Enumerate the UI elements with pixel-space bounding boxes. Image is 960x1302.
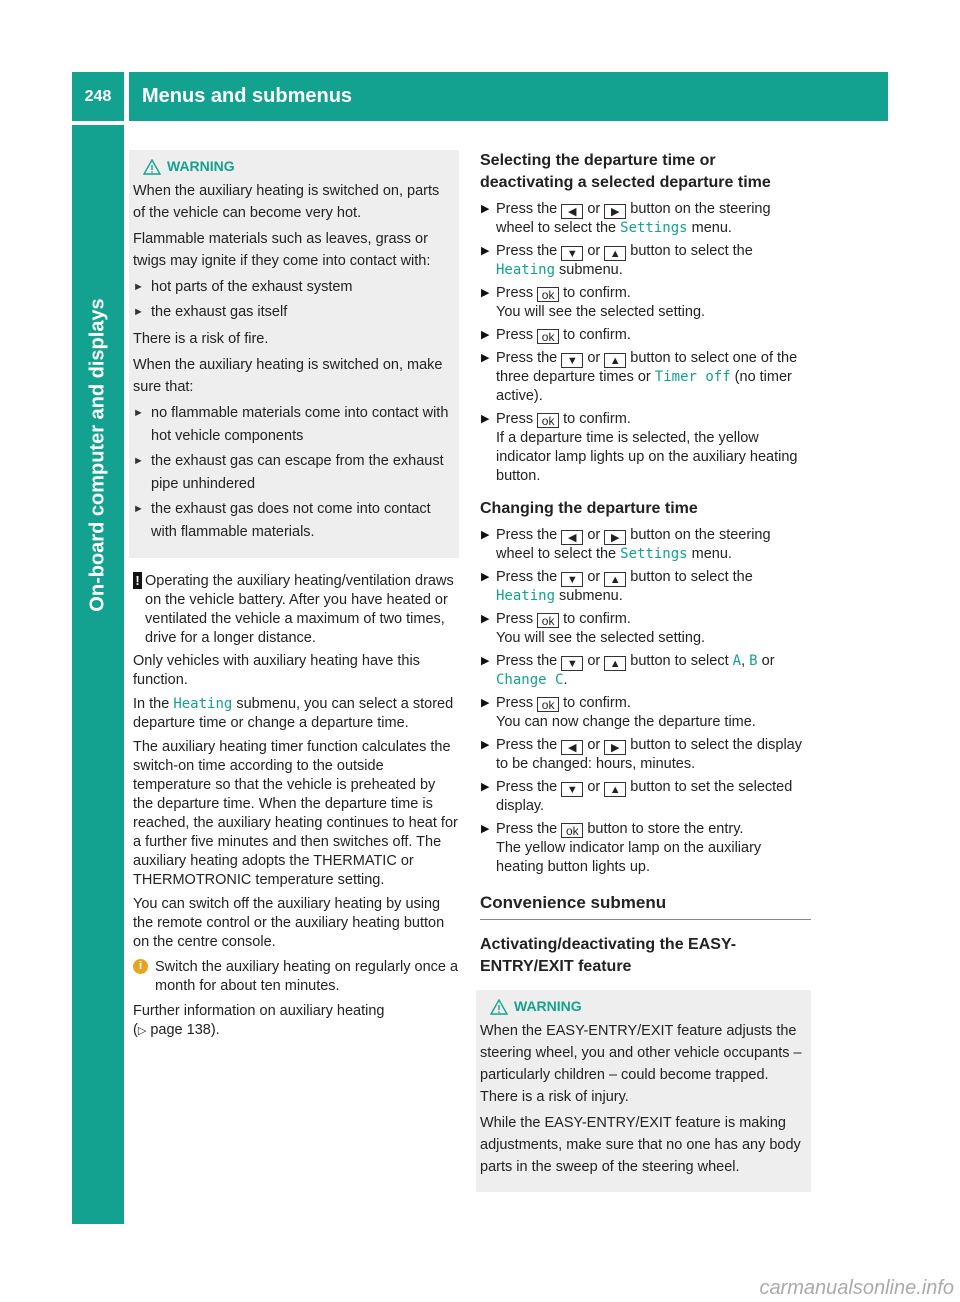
warning-text: Flammable materials such as leaves, grass or twigs may ignite if they come into contact with: [133, 231, 431, 269]
up-key-icon: ▲ [604, 353, 626, 368]
info-note [133, 958, 459, 996]
section-heading: Activating/deactivating the EASY-ENTRY/EXIT feature [480, 936, 737, 975]
left-key-icon: ◀ [561, 740, 583, 755]
warning-label: WARNING [514, 998, 582, 1014]
step: ▶ Press the ◀ or ▶ button to select the display to be changed: hours, minutes. [481, 737, 802, 772]
section-heading: Selecting the departure time or deactivating a selected departure time [480, 152, 771, 191]
up-key-icon: ▲ [604, 572, 626, 587]
warning-text: While the EASY-ENTRY/EXIT feature is making adjustments, make sure that no one has any body parts in the sweep of the steering wheel. [480, 1115, 801, 1175]
warning-box [476, 990, 811, 1192]
info-text: Switch the auxiliary heating on regularly once a month for about ten minutes. [155, 959, 459, 994]
header-divider [124, 72, 129, 121]
step-arrow-icon: ▶ [481, 529, 490, 541]
bullet-icon: ► [133, 503, 144, 515]
step-arrow-icon: ▶ [481, 203, 490, 215]
step: ▶ Press the ▼ or ▲ button to select one of the three departure times or Timer off (no timer active). [481, 350, 798, 404]
ok-key-icon: ok [537, 697, 559, 712]
step: ▶ Press the ▼ or ▲ button to select the Heating submenu. [481, 569, 753, 604]
paragraph: Further information on auxiliary heating (▷ page 138). [133, 1003, 385, 1038]
up-key-icon: ▲ [604, 782, 626, 797]
info-icon: i [133, 959, 148, 974]
section-heading: Changing the departure time [480, 500, 698, 517]
down-key-icon: ▼ [561, 353, 583, 368]
step-arrow-icon: ▶ [481, 655, 490, 667]
step: ▶ Press ok to confirm. If a departure time is selected, the yellow indicator lamp lights up on the auxiliary heating button. [481, 411, 798, 484]
warning-box [129, 150, 459, 558]
chapter-side-tab [72, 125, 124, 1224]
warning-heading [480, 997, 803, 1016]
step-arrow-icon: ▶ [481, 697, 490, 709]
ok-key-icon: ok [537, 287, 559, 302]
page-title: Menus and submenus [142, 85, 353, 107]
step-arrow-icon: ▶ [481, 413, 490, 425]
warning-text: There is a risk of fire. [133, 331, 269, 347]
bullet-icon: ► [133, 407, 144, 419]
down-key-icon: ▼ [561, 246, 583, 261]
paragraph: The auxiliary heating timer function calculates the switch-on time according to the outside temperature so that the vehicle is preheated by the departure time. When the departure time is reached, the auxiliary heating continues to heat for a further five minutes and then switches off. The auxiliary heating adopts the THERMATIC or THERMOTRONIC temperature setting. [133, 739, 458, 888]
chapter-title: On-board computer and displays [86, 298, 109, 612]
step-arrow-icon: ▶ [481, 571, 490, 583]
list-item: ► hot parts of the exhaust system [133, 276, 451, 299]
down-key-icon: ▼ [561, 572, 583, 587]
step-arrow-icon: ▶ [481, 739, 490, 751]
step-arrow-icon: ▶ [481, 781, 490, 793]
step: ▶ Press the ▼ or ▲ button to set the selected display. [481, 779, 793, 814]
warning-label: WARNING [167, 158, 235, 174]
step-arrow-icon: ▶ [481, 245, 490, 257]
left-key-icon: ◀ [561, 530, 583, 545]
step-arrow-icon: ▶ [481, 613, 490, 625]
step: ▶ Press the ok button to store the entry. The yellow indicator lamp on the auxiliary heating button lights up. [481, 821, 762, 875]
watermark: carmanualsonline.info [759, 1277, 954, 1299]
warning-list [133, 276, 451, 324]
list-item: ► the exhaust gas does not come into contact with flammable materials. [133, 498, 451, 544]
left-column [133, 150, 459, 1046]
step: ▶ Press ok to confirm. You will see the selected setting. [481, 285, 706, 320]
page-link[interactable]: page 138). [150, 1022, 220, 1038]
bullet-icon: ► [133, 455, 144, 467]
ok-key-icon: ok [537, 613, 559, 628]
right-key-icon: ▶ [604, 530, 626, 545]
warning-triangle-icon [143, 159, 161, 175]
warning-list [133, 402, 451, 544]
note-text: Operating the auxiliary heating/ventilation draws on the vehicle battery. After you have heated or ventilated the vehicle a maximum of two times, drive for a longer distance. [145, 573, 454, 646]
up-key-icon: ▲ [604, 246, 626, 261]
step-arrow-icon: ▶ [481, 352, 490, 364]
page-header [72, 72, 888, 121]
paragraph: You can switch off the auxiliary heating by using the remote control or the auxiliary heating button on the centre console. [133, 896, 445, 950]
list-item: ► the exhaust gas itself [133, 301, 451, 324]
caution-note [133, 572, 459, 648]
warning-triangle-icon [490, 999, 508, 1015]
ok-key-icon: ok [537, 329, 559, 344]
list-item: ► no flammable materials come into contact with hot vehicle components [133, 402, 451, 448]
paragraph: In the Heating submenu, you can select a stored departure time or change a departure time. [133, 696, 454, 731]
warning-text: When the auxiliary heating is switched on, parts of the vehicle can become very hot. [133, 183, 440, 221]
step: ▶ Press the ◀ or ▶ button on the steering wheel to select the Settings menu. [481, 527, 771, 562]
bullet-icon: ► [133, 306, 144, 318]
step-arrow-icon: ▶ [481, 329, 490, 341]
left-key-icon: ◀ [561, 204, 583, 219]
right-key-icon: ▶ [604, 204, 626, 219]
warning-text: When the EASY-ENTRY/EXIT feature adjusts the steering wheel, you and other vehicle occupants – particularly children – could become trapped. There is a risk of injury. [480, 1023, 802, 1105]
bullet-icon: ► [133, 281, 144, 293]
list-item: ► the exhaust gas can escape from the exhaust pipe unhindered [133, 450, 451, 496]
warning-text: When the auxiliary heating is switched on, make sure that: [133, 357, 443, 395]
page-ref-icon: ▷ [137, 1025, 147, 1037]
page-number: 248 [84, 88, 112, 105]
right-key-icon: ▶ [604, 740, 626, 755]
step-arrow-icon: ▶ [481, 823, 490, 835]
down-key-icon: ▼ [561, 656, 583, 671]
down-key-icon: ▼ [561, 782, 583, 797]
exclamation-icon: ! [133, 572, 142, 589]
warning-heading [133, 157, 451, 176]
up-key-icon: ▲ [604, 656, 626, 671]
right-column [480, 150, 811, 1192]
ok-key-icon: ok [561, 823, 583, 838]
step: ▶ Press ok to confirm. [481, 327, 631, 344]
step-arrow-icon: ▶ [481, 287, 490, 299]
ok-key-icon: ok [537, 413, 559, 428]
step: ▶ Press the ▼ or ▲ button to select A, B or Change C. [481, 653, 775, 688]
section-title: Convenience submenu [480, 893, 811, 920]
step: ▶ Press ok to confirm. You will see the selected setting. [481, 611, 706, 646]
paragraph: Only vehicles with auxiliary heating have this function. [133, 653, 420, 688]
step: ▶ Press the ▼ or ▲ button to select the Heating submenu. [481, 243, 753, 278]
step: ▶ Press ok to confirm. You can now change the departure time. [481, 695, 756, 730]
step: ▶ Press the ◀ or ▶ button on the steering wheel to select the Settings menu. [481, 201, 771, 236]
